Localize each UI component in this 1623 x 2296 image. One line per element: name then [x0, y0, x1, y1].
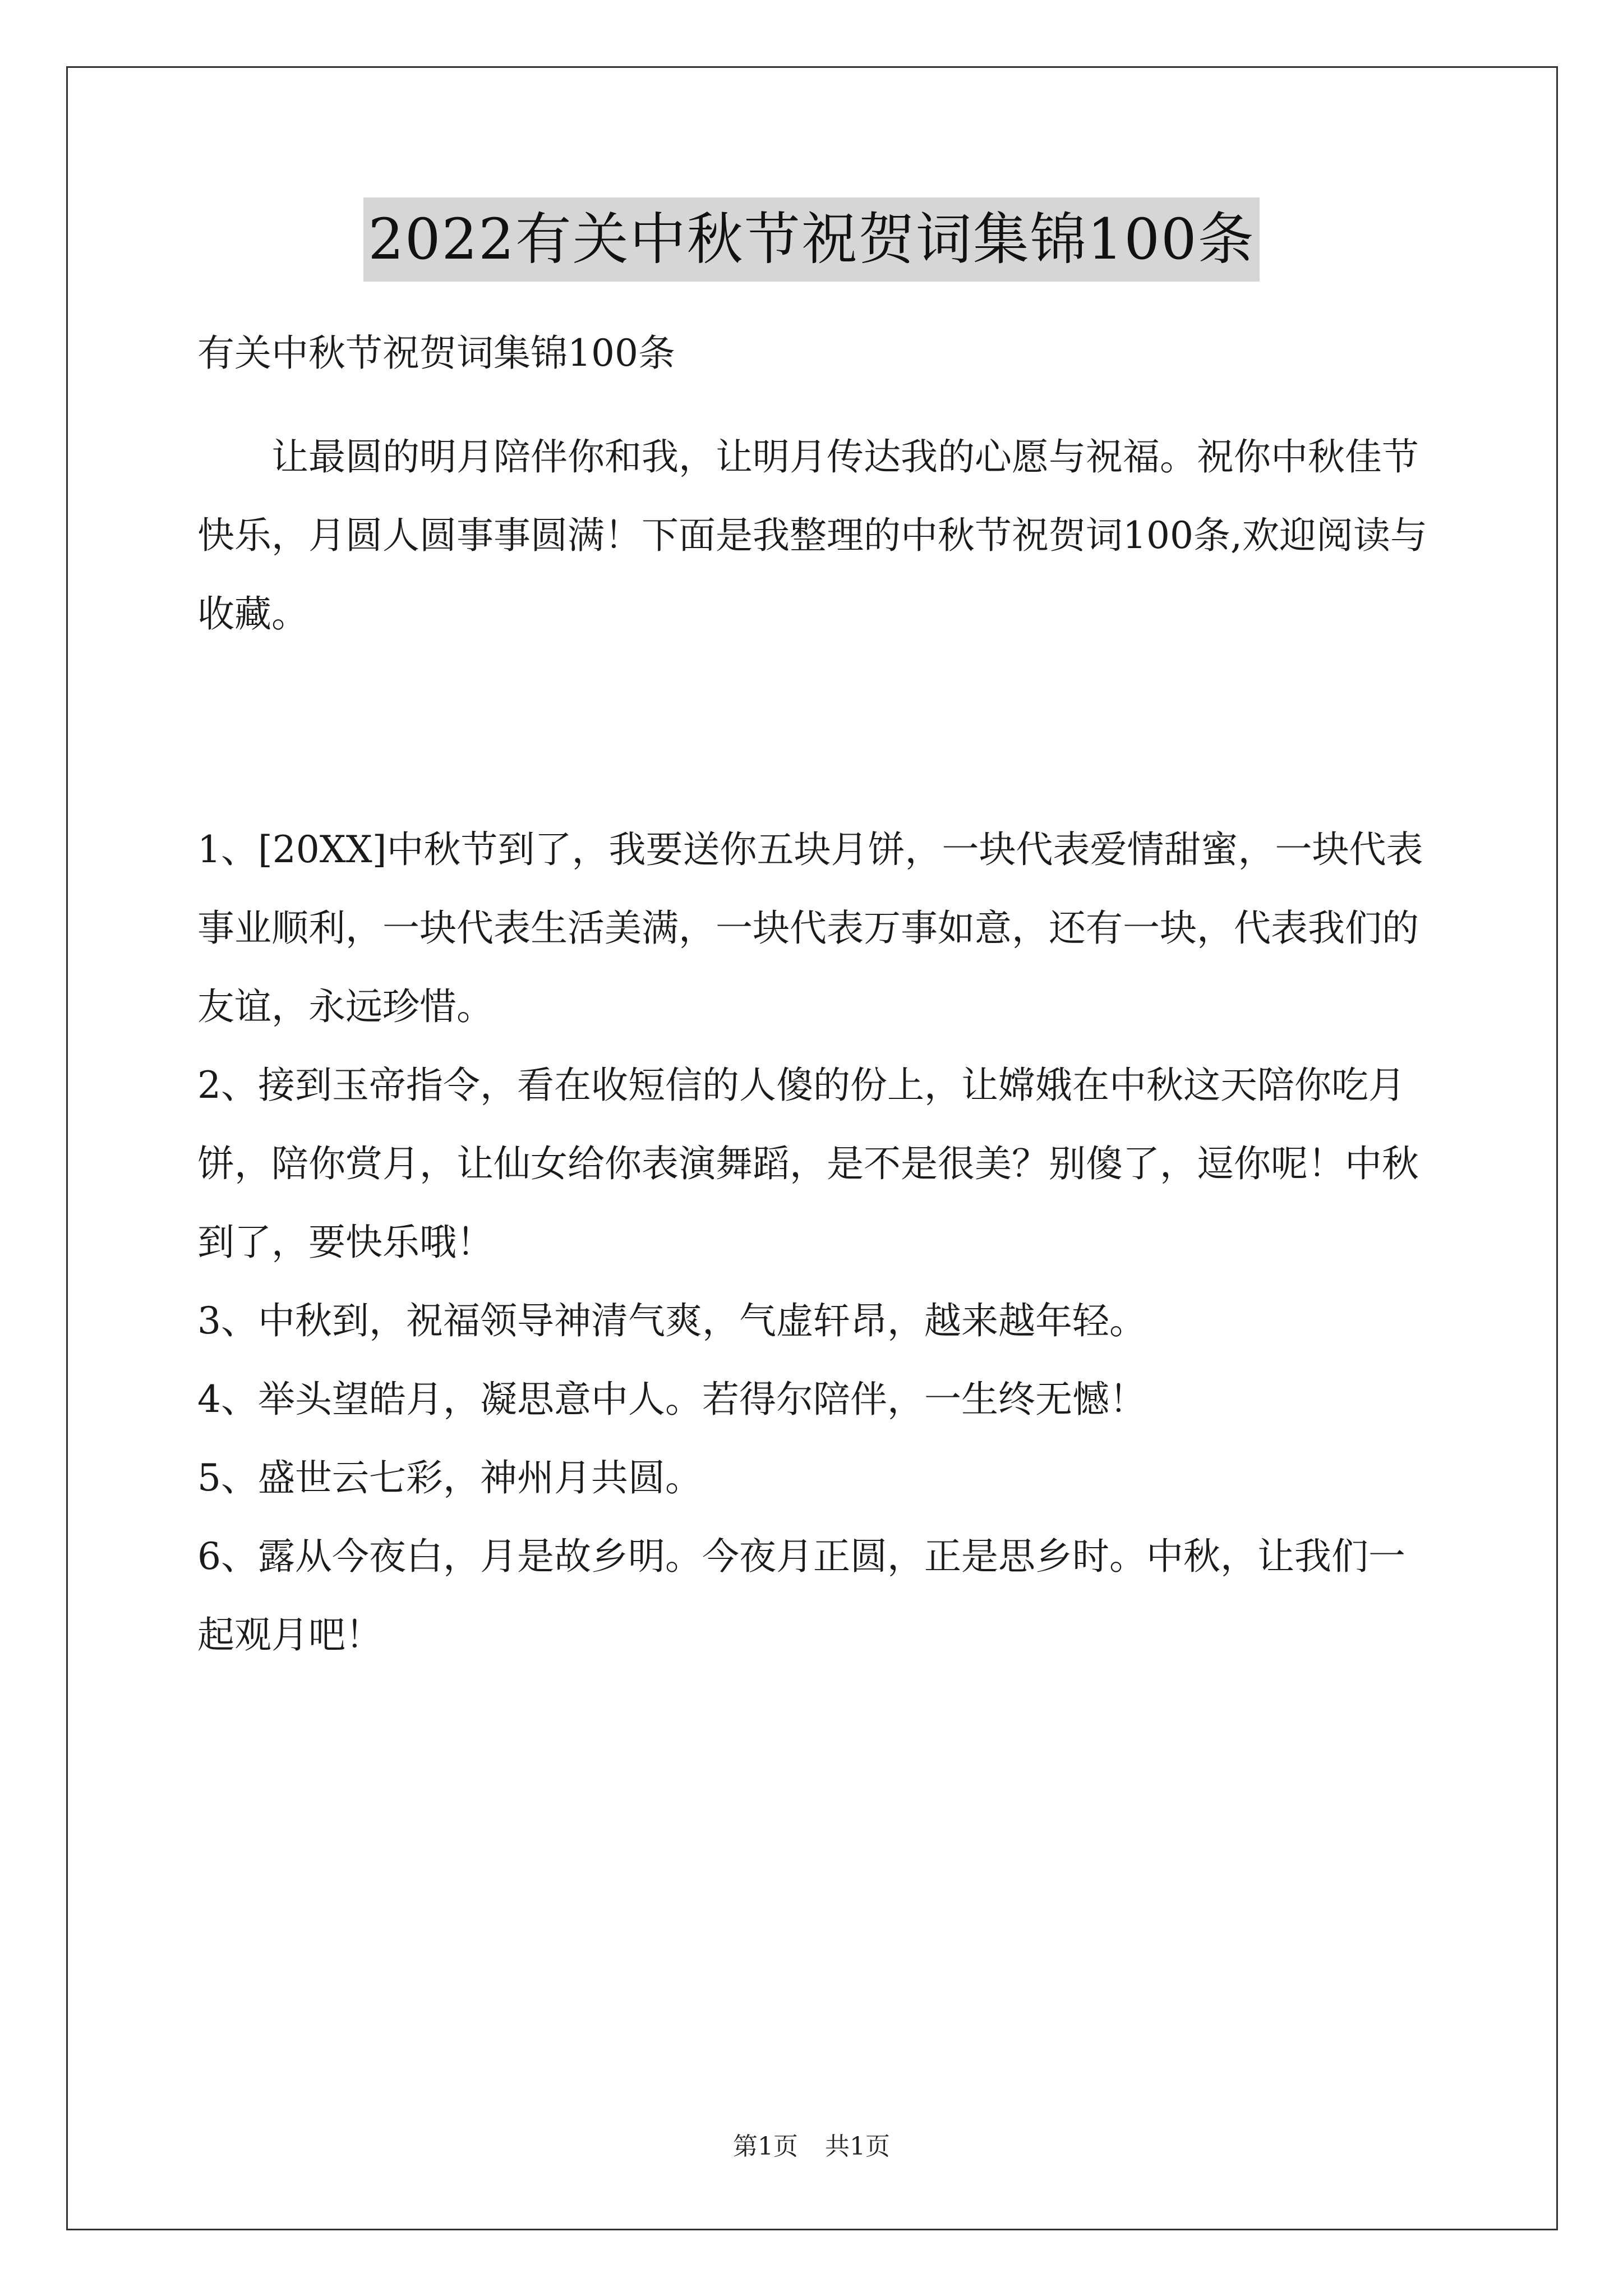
wish-item-4: 4、举头望皓月，凝思意中人。若得尔陪伴，一生终无憾！ — [197, 1378, 1146, 1421]
wish-item-3: 3、中秋到，祝福领导神清气爽，气虚轩昂，越来越年轻。 — [197, 1299, 1146, 1342]
document-subtitle: 有关中秋节祝贺词集锦100条 — [197, 332, 675, 375]
wish-item-2: 2、接到玉帝指令，看在收短信的人傻的份上，让嫦娥在中秋这天陪你吃月饼，陪你赏月，让仙女给你表演舞蹈，是不是很美？别傻了，逗你呢！中秋到了，要快乐哦！ — [197, 1064, 1419, 1264]
page-number-current: 第1页 — [733, 2132, 798, 2161]
title-container — [0, 197, 1623, 282]
page-number-total: 共1页 — [825, 2132, 890, 2161]
wish-item-6: 6、露从今夜白，月是故乡明。今夜月正圆，正是思乡时。中秋，让我们一起观月吧！ — [197, 1535, 1405, 1657]
wish-item-5: 5、盛世云七彩，神州月共圆。 — [197, 1456, 702, 1499]
page-footer — [0, 2126, 1623, 2162]
document-body — [197, 314, 1431, 1674]
document-title: 2022有关中秋节祝贺词集锦100条 — [363, 197, 1259, 282]
intro-paragraph: 让最圆的明月陪伴你和我，让明月传达我的心愿与祝福。祝你中秋佳节快乐，月圆人圆事事圆满！下面是我整理的中秋节祝贺词100条,欢迎阅读与收藏。 — [197, 435, 1427, 636]
wish-item-1: 1、[20XX]中秋节到了，我要送你五块月饼，一块代表爱情甜蜜，一块代表事业顺利，一块代表生活美满，一块代表万事如意，还有一块，代表我们的友谊，永远珍惜。 — [197, 828, 1423, 1028]
paragraph-spacer — [197, 654, 1431, 811]
